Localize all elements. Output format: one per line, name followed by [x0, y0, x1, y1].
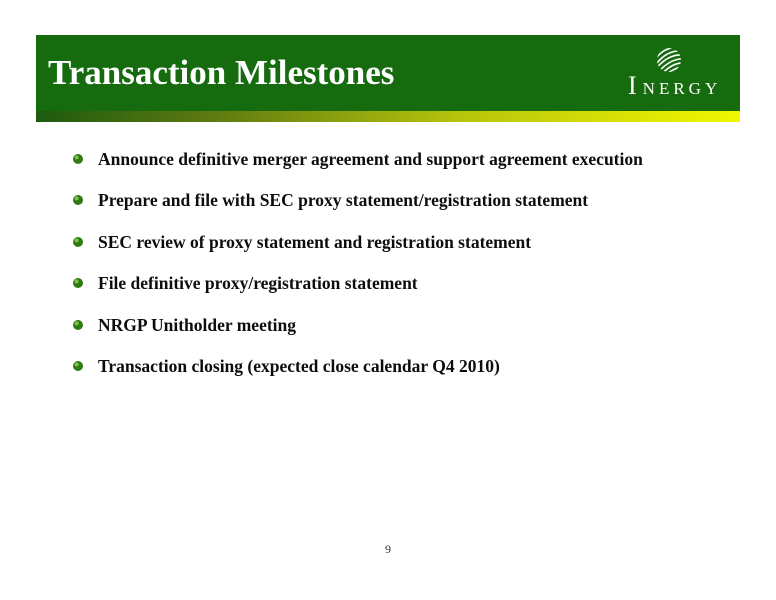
green-sphere-bullet-icon	[72, 360, 84, 372]
bullet-item	[72, 190, 643, 231]
header-band	[36, 35, 740, 111]
page-number: 9	[385, 542, 391, 556]
bullet-text: SEC review of proxy statement and registration statement	[98, 231, 532, 252]
logo-wordmark	[628, 71, 721, 101]
bullet-item	[72, 149, 643, 190]
slide-title: Transaction Milestones	[48, 53, 395, 92]
logo-text: NERGY	[642, 79, 722, 98]
bullet-item	[72, 273, 643, 314]
bullet-text: NRGP Unitholder meeting	[98, 314, 297, 335]
bullet-item	[72, 315, 643, 356]
bullet-item	[72, 232, 643, 273]
green-sphere-bullet-icon	[72, 319, 84, 331]
green-sphere-bullet-icon	[72, 277, 84, 289]
gradient-band	[36, 111, 740, 122]
bullet-text: Prepare and file with SEC proxy statement/registration statement	[98, 190, 589, 211]
green-sphere-bullet-icon	[72, 194, 84, 206]
bullet-text: File definitive proxy/registration statement	[98, 273, 418, 294]
globe-logo-icon	[656, 47, 682, 73]
logo-initial: I	[628, 71, 643, 100]
bullet-list	[72, 149, 643, 397]
bullet-text: Announce definitive merger agreement and support agreement execution	[98, 149, 643, 169]
green-sphere-bullet-icon	[72, 153, 84, 165]
green-sphere-bullet-icon	[72, 236, 84, 248]
bullet-text: Transaction closing (expected close calendar Q4 2010)	[98, 355, 500, 376]
inergy-logo	[628, 43, 732, 105]
bullet-item	[72, 356, 643, 397]
